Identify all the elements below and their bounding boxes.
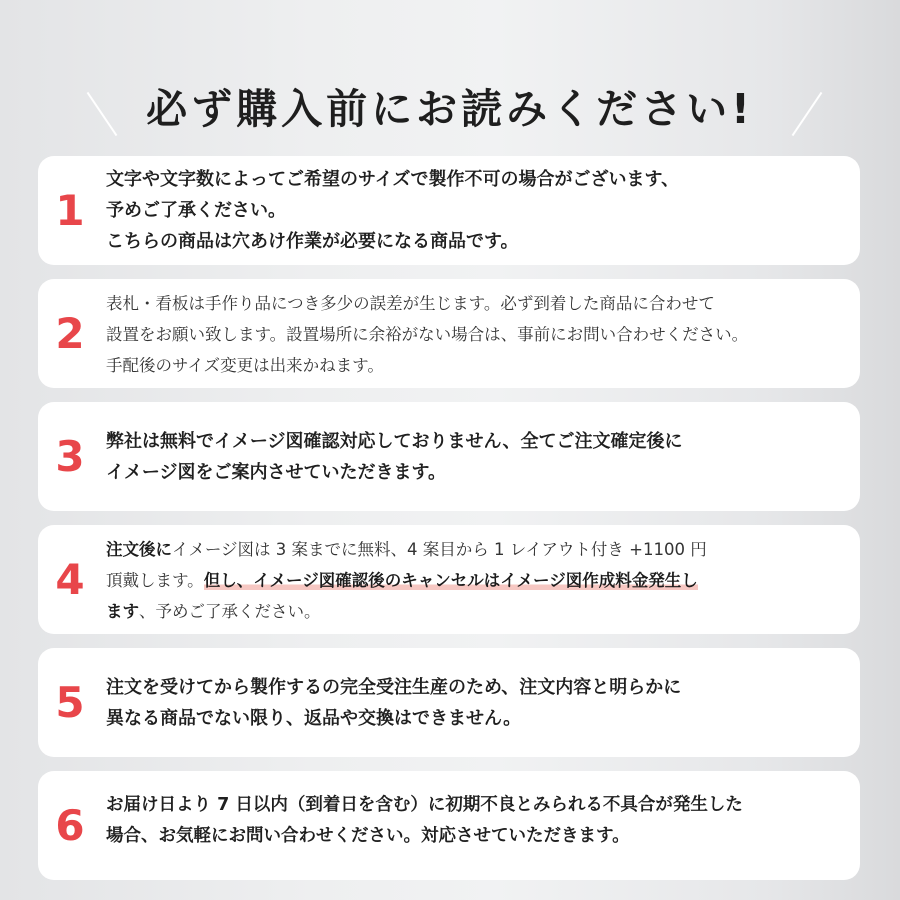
notice-emphasis: 注文後に (106, 540, 172, 559)
notice-line: 場合、お気軽にお問い合わせください。対応させていただきます。 (106, 826, 630, 846)
notice-line: 注文を受けてから製作するの完全受注生産のため、注文内容と明らかに (106, 677, 682, 698)
notice-line: イメージ図をご案内させていただきます。 (106, 462, 447, 483)
notice-line-text: 頂戴します。 (106, 571, 204, 590)
notice-line (106, 596, 848, 627)
notice-text (106, 790, 848, 852)
notice-card-4 (38, 525, 860, 634)
notice-line: 異なる商品でない限り、返品や交換はできません。 (106, 708, 522, 729)
notice-card-2 (38, 279, 860, 388)
notice-highlight: 但し、イメージ図確認後のキャンセルはイメージ図作成料金発生し (203, 571, 698, 590)
notice-line: 文字や文字数によってご希望のサイズで製作不可の場合がございます、 (106, 169, 680, 190)
notice-number: 1 (55, 186, 85, 235)
notice-text (106, 534, 848, 627)
notice-line-text: イメージ図は 3 案までに無料、4 案目から 1 レイアウト付き +1100 円 (172, 540, 707, 559)
notice-number: 3 (55, 432, 85, 481)
notice-card-3 (38, 402, 860, 511)
notice-card-6 (38, 771, 860, 880)
notice-number: 2 (55, 309, 85, 358)
notice-line: こちらの商品は穴あけ作業が必要になる商品です。 (106, 231, 519, 252)
notice-emphasis: ます (106, 602, 139, 621)
notice-line: 弊社は無料でイメージ図確認対応しておりません、全てご注文確定後に (106, 431, 683, 452)
notice-line: 手配後のサイズ変更は出来かねます。 (106, 356, 384, 375)
notice-line-text: 、予めご了承ください。 (139, 602, 321, 621)
notice-card-1 (38, 156, 860, 265)
notice-line: 表札・看板は手作り品につき多少の誤差が生じます。必ず到着した商品に合わせて (106, 294, 715, 313)
heading-area (0, 62, 900, 142)
notice-number: 6 (55, 801, 85, 850)
notice-line: 設置をお願い致します。設置場所に余裕がない場合は、事前にお問い合わせください。 (106, 325, 749, 344)
notice-line (106, 534, 848, 565)
notice-card-5 (38, 648, 860, 757)
notice-line: お届け日より 7 日以内（到着日を含む）に初期不良とみられる不具合が発生した (106, 795, 743, 815)
notice-text (106, 672, 848, 734)
notice-text (106, 288, 848, 381)
page-title: 必ず購入前にお読みください! (146, 85, 754, 133)
notice-text (106, 164, 848, 257)
notice-number: 5 (55, 678, 85, 727)
notice-line: 予めご了承ください。 (106, 200, 286, 221)
notice-number: 4 (55, 555, 85, 604)
notice-text (106, 426, 848, 488)
notice-line (106, 565, 848, 596)
